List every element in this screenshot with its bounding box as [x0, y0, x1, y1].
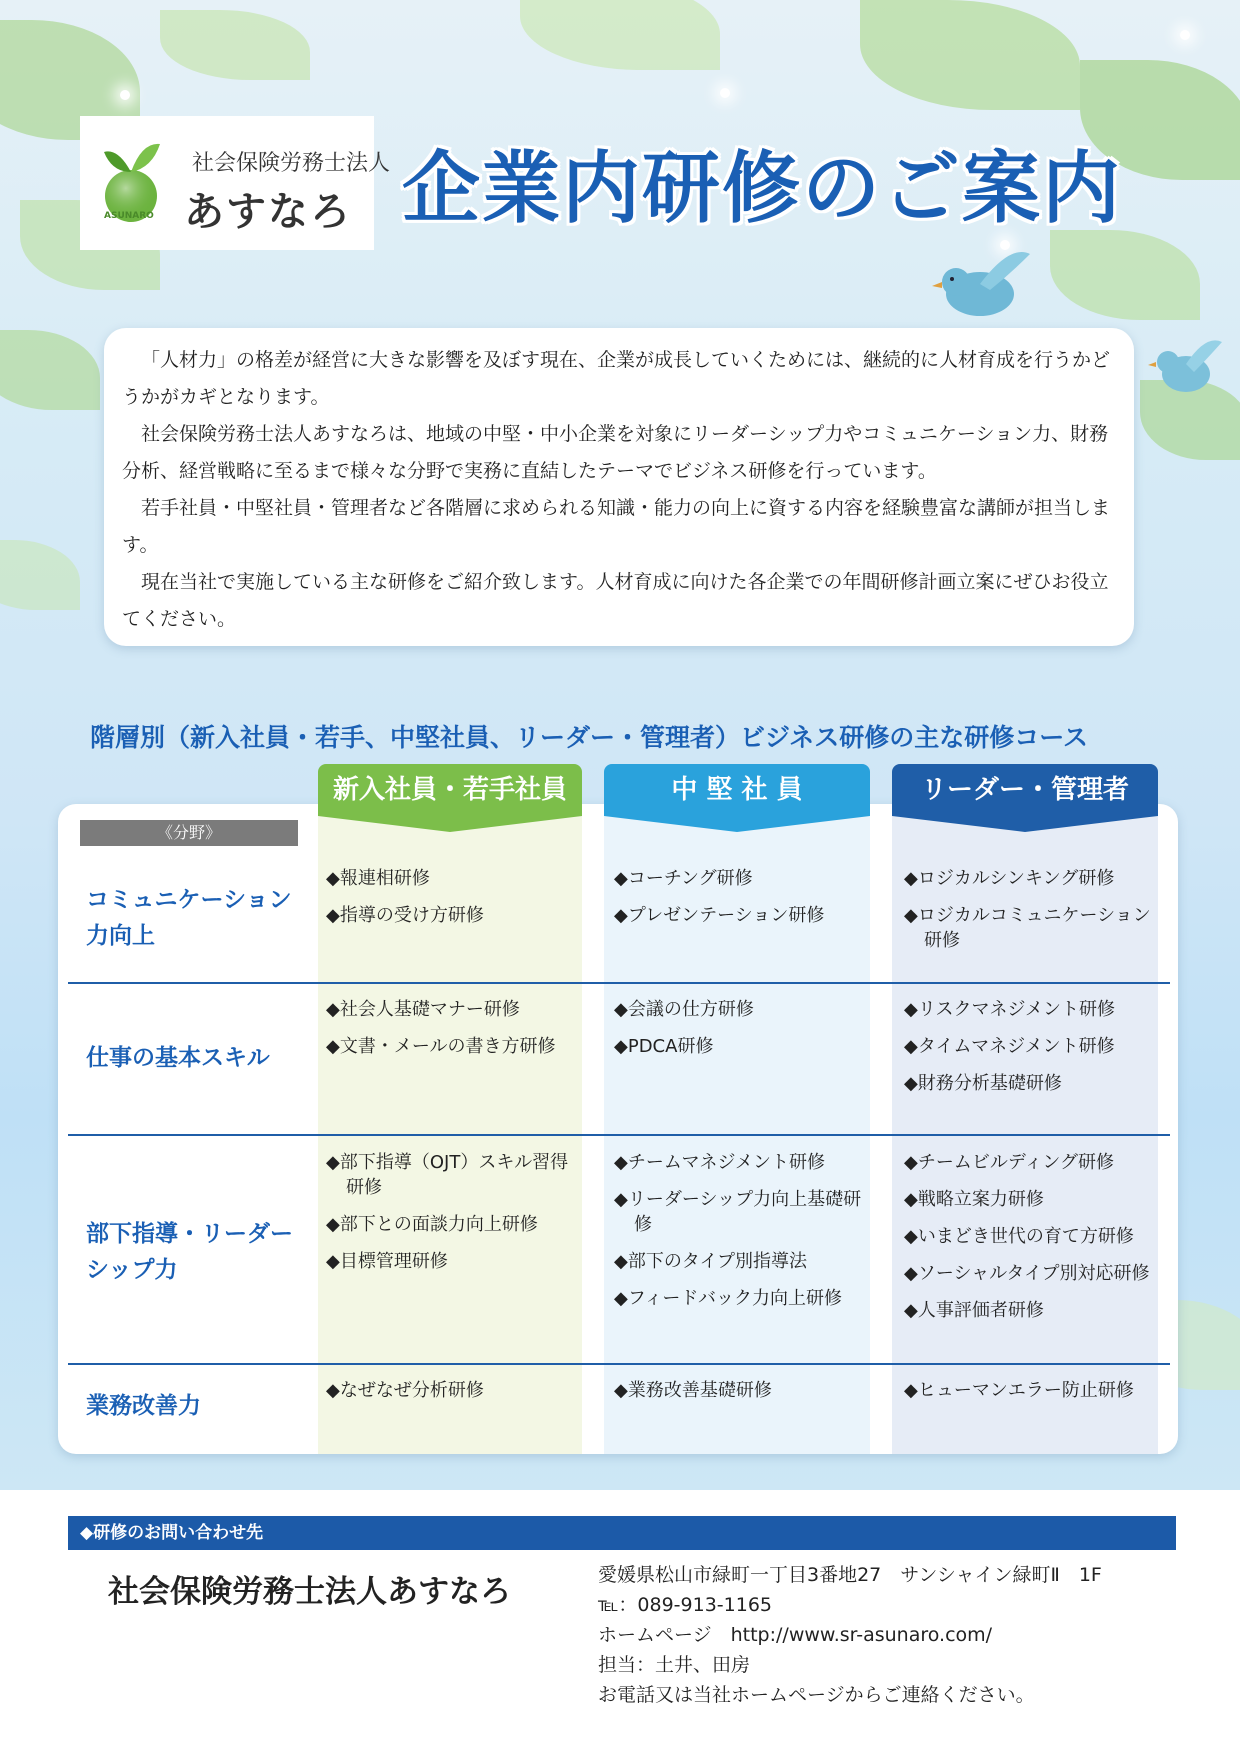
course-item: ◆指導の受け方研修: [326, 905, 484, 926]
address-text: 愛媛県松山市緑町一丁目3番地27 サンシャイン緑町Ⅱ 1F: [598, 1564, 1102, 1586]
course-item: ◆業務改善基礎研修: [614, 1380, 772, 1401]
course-item: ◆リスクマネジメント研修: [904, 999, 1115, 1020]
course-item: ◆フィードバック力向上研修: [614, 1288, 843, 1309]
course-item: ◆ヒューマンエラー防止研修: [904, 1380, 1134, 1401]
course-item: ◆部下のタイプ別指導法: [614, 1251, 807, 1272]
table-cell: [614, 1150, 864, 1323]
course-item: ◆タイムマネジメント研修: [904, 1036, 1115, 1057]
column-header-leader: [892, 764, 1158, 816]
contact-bar: ◆研修のお問い合わせ先: [68, 1516, 1176, 1550]
table-cell: [614, 1378, 864, 1415]
course-item: ◆社会人基礎マナー研修: [326, 999, 520, 1020]
category-leadership: 部下指導・リーダーシップ力: [86, 1221, 293, 1283]
table-cell: [614, 997, 864, 1071]
course-item: ◆ロジカルシンキング研修: [904, 868, 1115, 889]
contact-person: 担当：土井、田房: [598, 1654, 751, 1676]
table-cell: [904, 1378, 1154, 1415]
course-item: ◆リーダーシップ力向上基礎研修: [614, 1189, 862, 1235]
course-item: ◆人事評価者研修: [904, 1300, 1044, 1321]
intro-paragraph: 現在当社で実施している主な研修をご紹介致します。人材育成に向けた各企業での年間研修計画立案にぜひお役立てください。: [122, 571, 1109, 630]
page-title: 企業内研修のご案内: [402, 144, 1123, 234]
chevron-down-icon: [892, 816, 1158, 832]
column-header-label: 中 堅 社 員: [671, 775, 803, 805]
column-header-mid: [604, 764, 870, 816]
course-item: ◆PDCA研修: [614, 1036, 714, 1057]
logo-subtitle: 社会保険労務士法人: [192, 151, 391, 176]
leaf-decoration: [0, 330, 100, 410]
leaf-decoration: [860, 0, 1080, 110]
course-item: ◆目標管理研修: [326, 1251, 448, 1272]
contact-details: [598, 1560, 1102, 1710]
course-item: ◆戦略立案力研修: [904, 1189, 1044, 1210]
category-basic-skills: 仕事の基本スキル: [86, 1045, 270, 1071]
course-item: ◆ロジカルコミュニケーション研修: [904, 905, 1151, 951]
bird-illustration: [930, 244, 1040, 324]
chevron-down-icon: [318, 816, 582, 832]
homepage-link[interactable]: ホームページ http://www.sr-asunaro.com/: [598, 1624, 993, 1646]
intro-paragraph: 「人材力」の格差が経営に大きな影響を及ぼす現在、企業が成長していくためには、継続的に人材育成を行うかどうかがカギとなります。: [122, 349, 1111, 408]
table-cell: [904, 997, 1154, 1108]
intro-paragraph: 社会保険労務士法人あすなろは、地域の中堅・中小企業を対象にリーダーシップ力やコミュニケーション力、財務分析、経営戦略に至るまで様々な分野で実務に直結したテーマでビジネス研修を行っています。: [122, 423, 1109, 482]
sparkle: [1180, 30, 1190, 40]
course-item: ◆コーチング研修: [614, 868, 753, 889]
leaf-decoration: [520, 0, 720, 70]
course-item: ◆いまどき世代の育て方研修: [904, 1226, 1134, 1247]
course-item: ◆報連相研修: [326, 868, 430, 889]
chevron-down-icon: [604, 816, 870, 832]
course-item: ◆財務分析基礎研修: [904, 1073, 1062, 1094]
table-cell: [326, 866, 576, 940]
logo-name: あすなろ: [184, 189, 352, 235]
course-item: ◆部下との面談力向上研修: [326, 1214, 538, 1235]
leaf-decoration: [160, 10, 310, 80]
intro-box: [104, 328, 1134, 646]
table-cell: [326, 1378, 576, 1415]
course-item: ◆会議の仕方研修: [614, 999, 754, 1020]
table-cell: [614, 866, 864, 940]
row-divider: [68, 1363, 1170, 1365]
table-cell: [326, 1150, 576, 1286]
course-item: ◆ソーシャルタイプ別対応研修: [904, 1263, 1150, 1284]
table-cell: [326, 997, 576, 1071]
field-label: 《分野》: [80, 820, 298, 846]
phone-text[interactable]: ℡：089-913-1165: [598, 1594, 773, 1616]
category-improvement: 業務改善力: [86, 1393, 201, 1419]
courses-heading: 階層別（新入社員・若手、中堅社員、リーダー・管理者）ビジネス研修の主な研修コース: [90, 723, 1089, 752]
table-cell: [904, 1150, 1154, 1335]
company-logo: [80, 116, 391, 250]
column-header-label: リーダー・管理者: [920, 775, 1129, 805]
row-divider: [68, 982, 1170, 984]
column-header-junior: [318, 764, 582, 816]
sparkle: [120, 90, 130, 100]
course-item: ◆プレゼンテーション研修: [614, 905, 825, 926]
course-item: ◆文書・メールの書き方研修: [326, 1036, 556, 1057]
course-item: ◆部下指導（OJT）スキル習得研修: [326, 1152, 569, 1198]
table-cell: [904, 866, 1154, 965]
course-item: ◆チームマネジメント研修: [614, 1152, 825, 1173]
intro-paragraph: 若手社員・中堅社員・管理者など各階層に求められる知識・能力の向上に資する内容を経験豊富な講師が担当します。: [122, 497, 1111, 556]
category-communication: コミュニケーション力向上: [86, 887, 292, 949]
row-divider: [68, 1134, 1170, 1136]
company-name: 社会保険労務士法人あすなろ: [108, 1574, 511, 1610]
leaf-decoration: [1050, 230, 1200, 320]
leaf-decoration: [0, 540, 80, 610]
course-item: ◆なぜなぜ分析研修: [326, 1380, 484, 1401]
contact-note: お電話又は当社ホームページからご連絡ください。: [598, 1684, 1035, 1706]
course-item: ◆チームビルディング研修: [904, 1152, 1115, 1173]
bird-illustration: [1146, 334, 1226, 404]
sparkle: [720, 88, 730, 98]
logo-mark-text: ASUNARO: [104, 211, 154, 221]
column-header-label: 新入社員・若手社員: [332, 775, 567, 805]
